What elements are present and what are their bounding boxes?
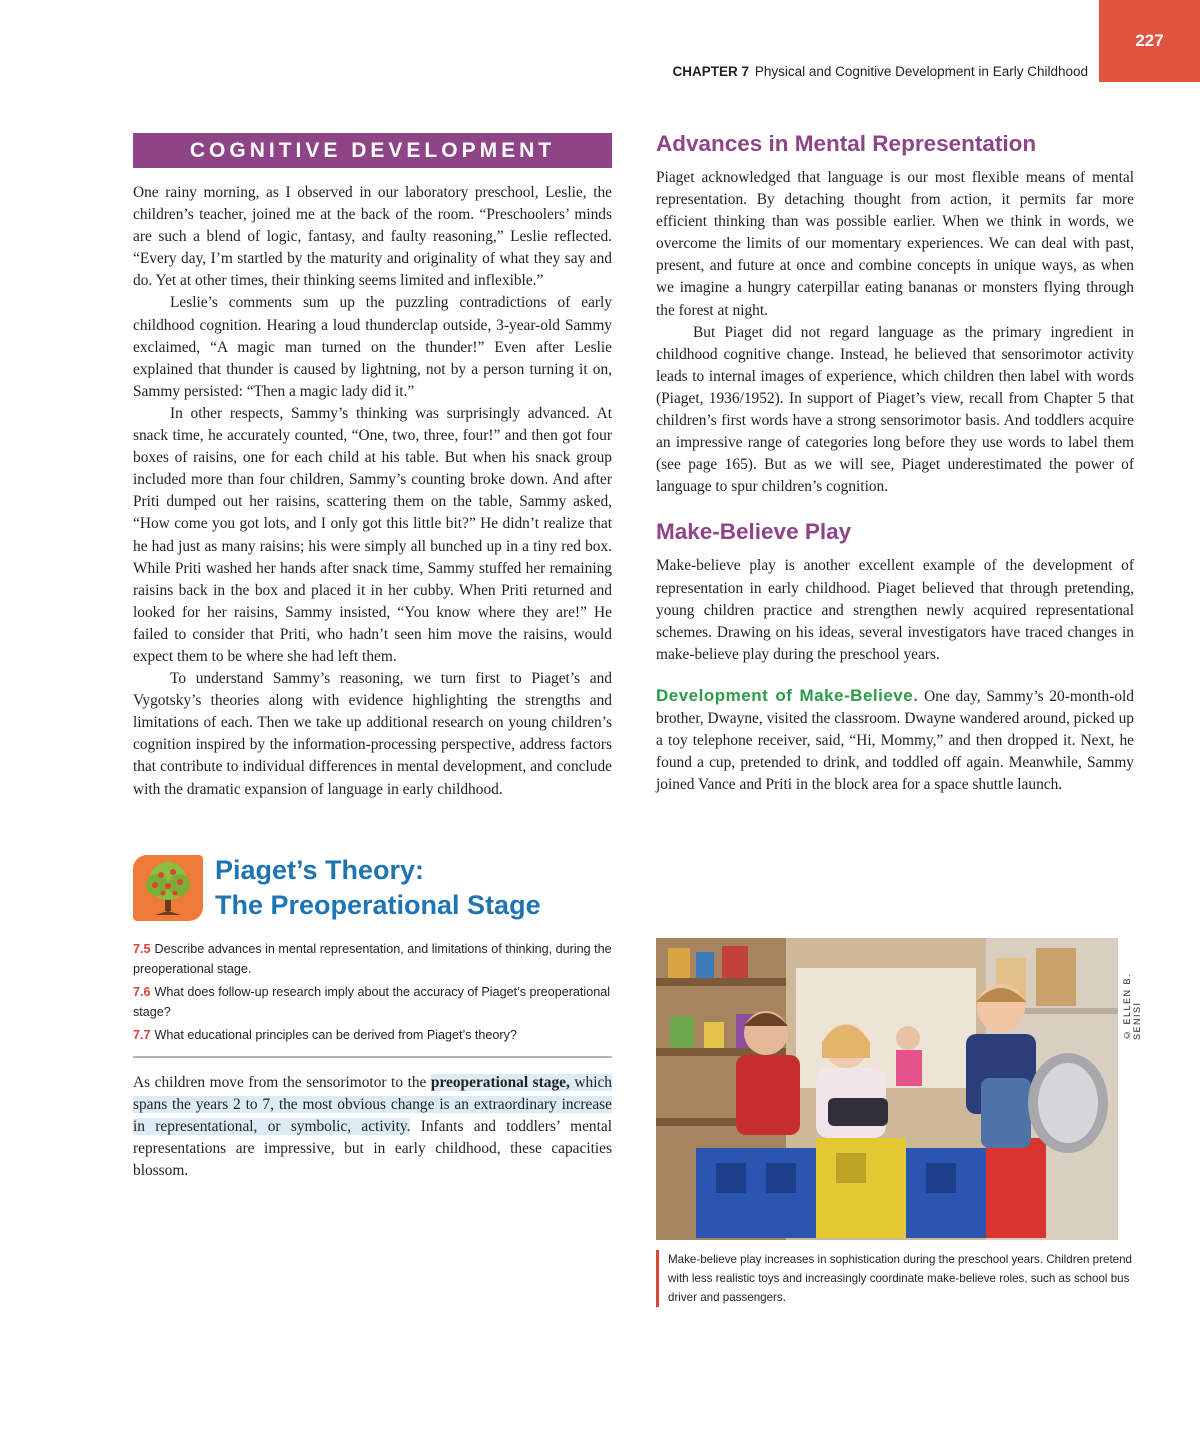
objective-item	[133, 982, 612, 1022]
objective-number: 7.5	[133, 941, 151, 956]
paragraph-language-flexible: Piaget acknowledged that language is our most flexible means of mental representation. By detaching thought from action, it permits far more efficient thinking than was possible earlier. When we think in words, we overcome the limits of our momentary experiences. We can deal with past, present, and future at once and combine concepts in unique ways, as when we imagine a hungry caterpillar eating bananas or monsters flying through the forest at night.	[656, 169, 1134, 319]
key-term-preoperational: preoperational stage,	[430, 1073, 570, 1091]
chapter-title: Physical and Cognitive Development in Early Childhood	[754, 64, 1088, 79]
left-column	[133, 133, 612, 1182]
photo-credit: © ELLEN B. SENISI	[1122, 972, 1142, 1040]
section-banner: COGNITIVE DEVELOPMENT	[133, 133, 612, 168]
objective-item	[133, 1025, 612, 1045]
definition-highlight: which spans the years 2 to 7, the most obvious change is an extraordinary increase in representational, or symbolic, activity.	[133, 1073, 612, 1135]
module-title-line-2: The Preoperational Stage	[215, 889, 541, 920]
p9-text: One day, Sammy’s 20-month-old brother, Dwayne, visited the classroom. Dwayne wandered around, picked up a toy telephone receiver, said, “Hi, Mommy,” and then dropped it. Next, he found a cup, pretended to drink, and toddled off again. Meanwhile, Sammy joined Vance and Priti in the block area for a space shuttle launch.	[656, 687, 1134, 794]
module-title-line-1: Piaget’s Theory:	[215, 854, 425, 885]
page-number: 227	[1099, 0, 1200, 82]
paragraph-sensorimotor-activity: But Piaget did not regard language as the primary ingredient in childhood cognitive change. Instead, he believed that sensorimotor activity leads to internal images of experience, which children then label with words (Piaget, 1936/1952). In support of Piaget’s view, recall from Chapter 5 that children’s first words have a strong sensorimotor basis. And toddlers acquire an impressive range of categories long before they use words to label them (see page 165). But as we will see, Piaget underestimated the power of language to spur children’s cognition.	[656, 323, 1134, 496]
paragraph-make-believe: Make-believe play is another excellent example of the development of representation in early childhood. Piaget believed that through pretending, young children practice and strengthen newly acquired representational schemes. Drawing on his ideas, several investigators have traced changes in make-believe play during the preschool years.	[656, 557, 1134, 663]
objective-text: What educational principles can be derived from Piaget’s theory?	[154, 1027, 517, 1042]
classroom-photo	[656, 938, 1118, 1240]
paragraph-overview: To understand Sammy’s reasoning, we turn first to Piaget’s and Vygotsky’s theories along with evidence highlighting the strengths and limitations of each. Then we take up additional research on young children’s cognition inspired by the information-processing perspective, address factors that contribute to individual differences in mental development, and conclude with the dramatic expansion of language in early childhood.	[133, 670, 612, 798]
objective-text: Describe advances in mental representation, and limitations of thinking, during the preoperational stage.	[133, 941, 612, 976]
module-heading	[133, 853, 612, 933]
heading-make-believe-play: Make-Believe Play	[656, 519, 852, 545]
paragraph-preoperational	[133, 1072, 612, 1182]
paragraph-leslie-comments: Leslie’s comments sum up the puzzling contradictions of early childhood cognition. Hearing a loud thunderclap outside, 3-year-old Sammy exclaimed, “A magic man turned on the thunder!” Even after Leslie explained that thunder is caused by lightning, not by a person turning it on, Sammy persisted: “Then a magic lady did it.”	[133, 294, 612, 400]
objective-number: 7.7	[133, 1027, 151, 1042]
objective-text: What does follow-up research imply about the accuracy of Piaget’s preoperational stage?	[133, 984, 611, 1019]
running-head	[560, 64, 1088, 79]
inline-heading-development: Development of Make-Believe.	[656, 685, 919, 705]
module-title	[215, 853, 541, 923]
paragraph-intro: One rainy morning, as I observed in our laboratory preschool, Leslie, the children’s teacher, joined me at the back of the room. “Preschoolers’ minds are such a blend of logic, fantasy, and faulty reasoning,” Leslie reflected. “Every day, I’m startled by the maturity and originality of what they say and do. Yet at other times, their thinking seems limited and inflexible.”	[133, 184, 612, 290]
objective-number: 7.6	[133, 984, 151, 999]
paragraph-sammy-advanced: In other respects, Sammy’s thinking was surprisingly advanced. At snack time, he accurately counted, “One, two, three, four!” and then got four boxes of raisins, one for each child at his table. But when his snack group included more than four children, Sammy’s counting broke down. And after Priti dumped out her raisins, scattering them on the table, Sammy asked, “How come you got lots, and I only got this little bit?” He didn’t realize that he had just as many raisins; his were simply all bunched up in a tiny red box. While Priti washed her hands after snack time, Sammy stuffed her remaining raisins back in the box and placed it in her cubby. When Priti returned and looked for her raisins, Sammy insisted, “You know where they are!” He failed to consider that Priti, who hadn’t seen him move the raisins, would expect them to be where she had left them.	[133, 404, 612, 665]
learning-objectives	[133, 939, 612, 1058]
chapter-label: CHAPTER 7	[672, 64, 750, 79]
tree-icon	[133, 855, 203, 921]
right-column	[656, 130, 1134, 796]
paragraph-development-make-believe	[656, 685, 1134, 796]
photo-caption: Make-believe play increases in sophistication during the preschool years. Children pretend with less realistic toys and increasingly coordinate make-believe roles, such as school bus driver and passengers.	[656, 1250, 1138, 1307]
objective-item	[133, 939, 612, 979]
heading-mental-representation: Advances in Mental Representation	[656, 131, 1037, 156]
p5-pre: As children move from the sensorimotor to the	[133, 1073, 431, 1091]
p5-post: Infants and toddlers’ mental representations are impressive, but in early childhood, these capacities blossom.	[133, 1117, 613, 1179]
